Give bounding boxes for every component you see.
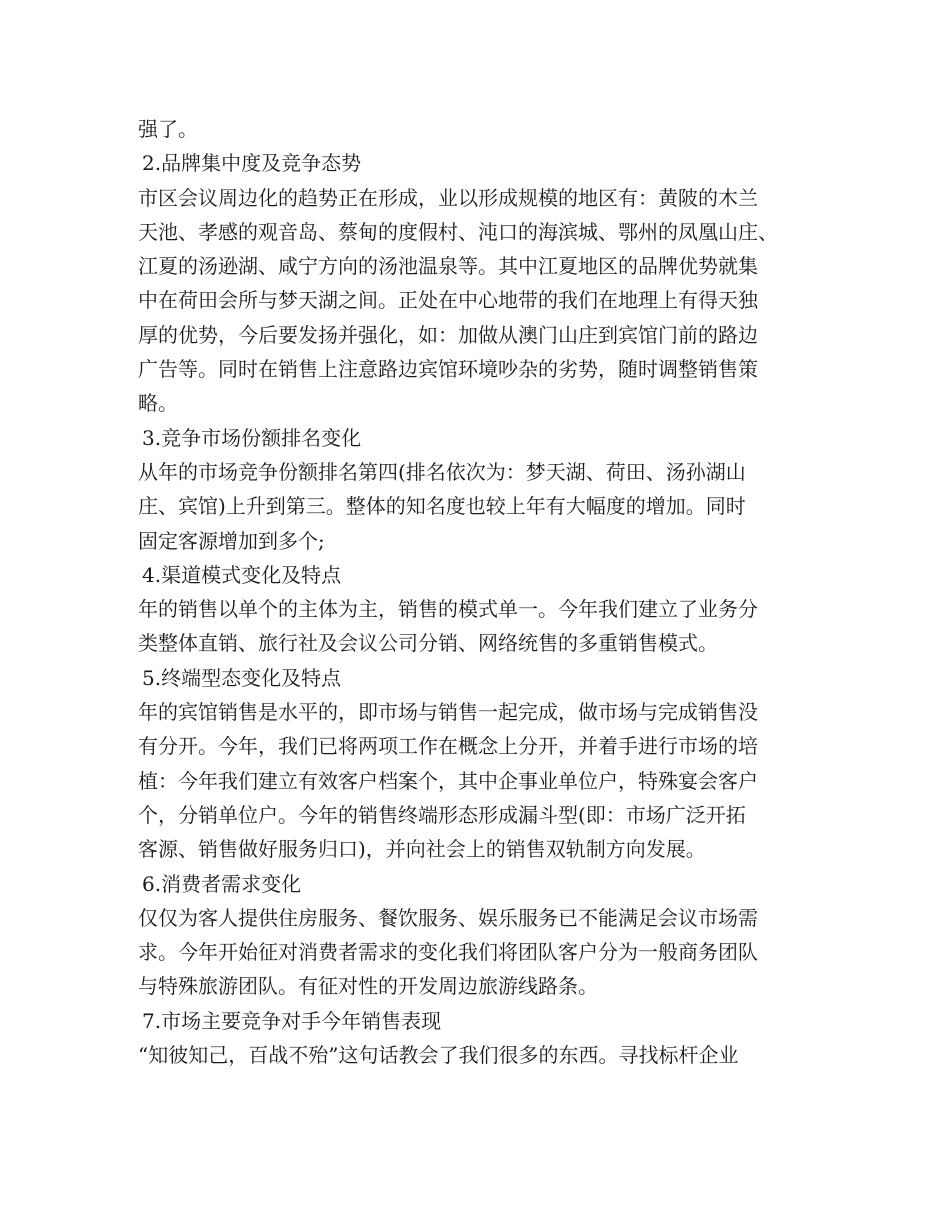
paragraph-line: 有分开。今年，我们已将两项工作在概念上分开，并着手进行市场的培 xyxy=(138,734,758,759)
paragraph-line: 固定客源增加到多个; xyxy=(138,528,325,553)
paragraph-line: 中在荷田会所与梦天湖之间。正处在中心地带的我们在地理上有得天独 xyxy=(138,288,758,313)
section-heading: 6.消费者需求变化 xyxy=(142,871,302,896)
paragraph-line: 强了。 xyxy=(138,117,198,141)
paragraph-line: 广告等。同时在销售上注意路边宾馆环境吵杂的劣势，随时调整销售策 xyxy=(138,357,758,382)
paragraph-line: 庄、宾馆)上升到第三。整体的知名度也较上年有大幅度的增加。同时 xyxy=(138,494,746,519)
paragraph-line: 仅仅为客人提供住房服务、餐饮服务、娱乐服务已不能满足会议市场需 xyxy=(138,905,758,930)
paragraph-line: 类整体直销、旅行社及会议公司分销、网络统售的多重销售模式。 xyxy=(138,631,718,656)
paragraph-line: 求。今年开始征对消费者需求的变化我们将团队客户分为一般商务团队 xyxy=(138,940,758,965)
section-heading: 3.竞争市场份额排名变化 xyxy=(142,425,362,450)
section-heading: 7.市场主要竞争对手今年销售表现 xyxy=(142,1008,442,1033)
paragraph-line: 市区会议周边化的趋势正在形成，业以形成规模的地区有：黄陂的木兰 xyxy=(138,185,758,210)
paragraph-line: “知彼知己，百战不殆”这句话教会了我们很多的东西。寻找标杆企业 xyxy=(138,1043,739,1068)
paragraph-line: 个，分销单位户。今年的销售终端形态形成漏斗型(即：市场广泛开拓 xyxy=(138,802,746,827)
section-heading: 5.终端型态变化及特点 xyxy=(142,665,342,690)
paragraph-line: 客源、销售做好服务归口)，并向社会上的销售双轨制方向发展。 xyxy=(138,837,706,862)
paragraph-line: 植：今年我们建立有效客户档案个，其中企事业单位户，特殊宴会客户 xyxy=(138,768,758,793)
paragraph-line: 天池、孝感的观音岛、蔡甸的度假村、沌口的海滨城、鄂州的凤凰山庄、 xyxy=(138,219,778,244)
paragraph-line: 厚的优势，今后要发扬并强化，如：加做从澳门山庄到宾馆门前的路边 xyxy=(138,322,758,347)
document-body xyxy=(138,112,818,1072)
paragraph-line: 与特殊旅游团队。有征对性的开发周边旅游线路条。 xyxy=(138,974,598,999)
paragraph-line: 江夏的汤逊湖、咸宁方向的汤池温泉等。其中江夏地区的品牌优势就集 xyxy=(138,254,758,279)
paragraph-line: 从年的市场竞争份额排名第四(排名依次为：梦天湖、荷田、汤孙湖山 xyxy=(138,459,746,484)
section-heading: 4.渠道模式变化及特点 xyxy=(142,562,342,587)
section-heading: 2.品牌集中度及竞争态势 xyxy=(142,151,362,176)
paragraph-line: 年的宾馆销售是水平的，即市场与销售一起完成，做市场与完成销售没 xyxy=(138,700,758,725)
paragraph-line: 略。 xyxy=(138,391,178,416)
paragraph-line: 年的销售以单个的主体为主，销售的模式单一。今年我们建立了业务分 xyxy=(138,597,758,622)
